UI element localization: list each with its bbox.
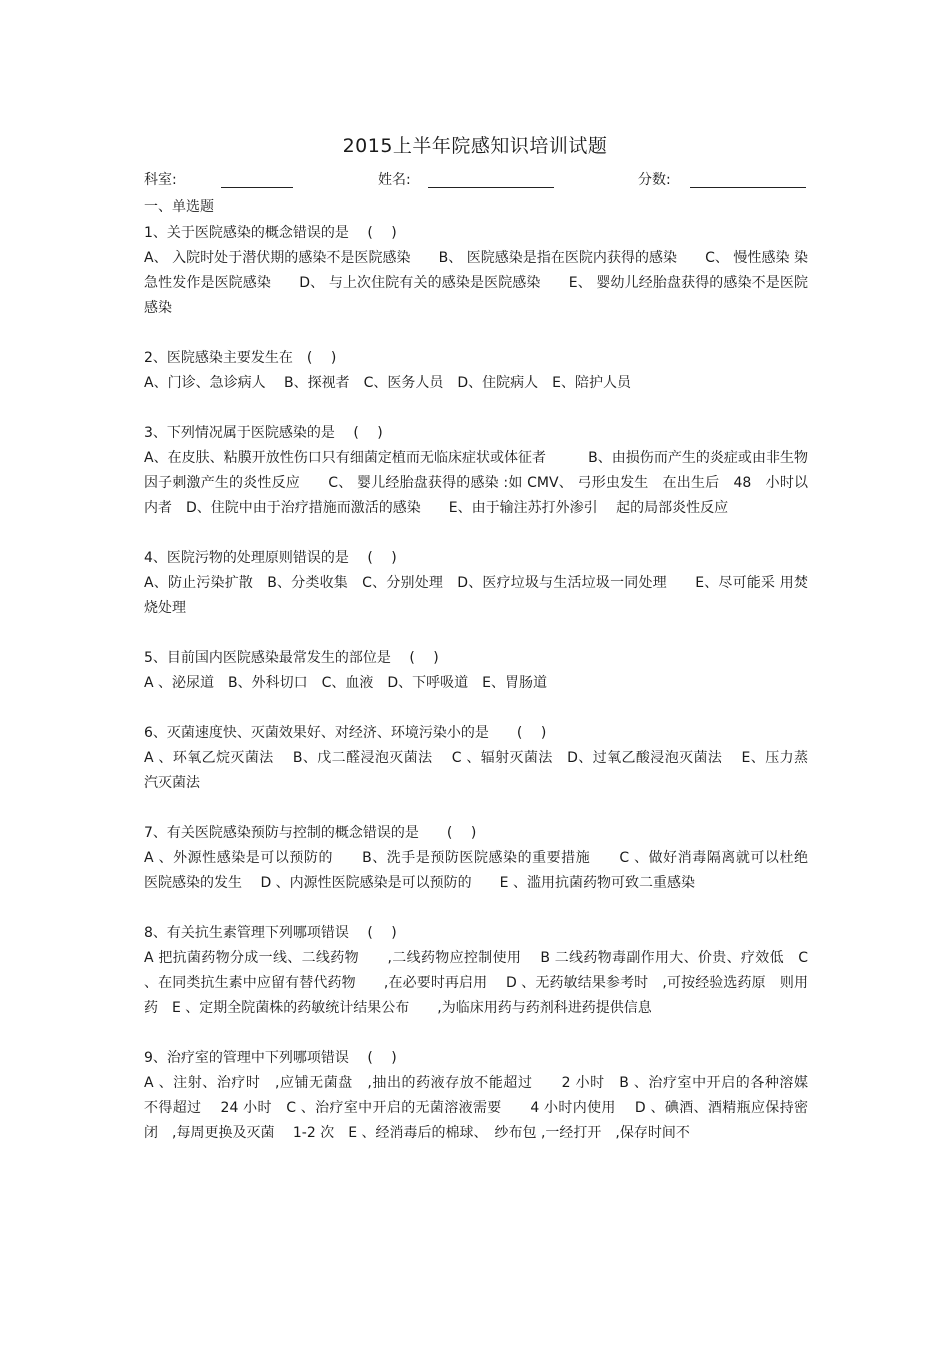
question-text: 3、下列情况属于医院感染的是 ( ) [144,425,383,441]
question-item [144,346,808,396]
question-item [144,421,808,521]
question-text: 1、关于医院感染的概念错误的是 ( ) [144,225,397,241]
department-field[interactable] [221,187,293,188]
question-item [144,646,808,696]
question-text: 7、有关医院感染预防与控制的概念错误的是 ( ) [144,825,477,841]
score-label: 分数: [638,172,671,188]
question-list [144,221,822,1171]
question-text: 6、灭菌速度快、灭菌效果好、对经济、环境污染小的是 ( ) [144,725,547,741]
question-options: A、门诊、急诊病人 B、探视者 C、医务人员 D、住院病人 E、陪护人员 [144,375,632,391]
name-label: 姓名: [378,172,411,188]
question-options: A、 入院时处于潜伏期的感染不是医院感染 B、 医院感染是指在医院内获得的感染 C、 慢性感染 染急性发作是医院感染 D、 与上次住院有关的感染是医院感染 E、 婴幼儿经胎盘获得的感染不是医院感染 [144,250,808,316]
question-options: A、在皮肤、粘膜开放性伤口只有细菌定植而无临床症状或体征者 B、由损伤而产生的炎症或由非生物因子刺激产生的炎性反应 C、 婴儿经胎盘获得的感染 :如 CMV、 弓形虫发生 在出生后 48 小时以内者 D、住院中由于治疗措施而激活的感染 E、由于输注苏打外渗引 起的局部炎性反应 [144,450,808,516]
question-item [144,921,808,1021]
question-text: 4、医院污物的处理原则错误的是 ( ) [144,550,397,566]
question-item [144,546,808,621]
question-options: A 、泌尿道 B、外科切口 C、血液 D、下呼吸道 E、胃肠道 [144,675,548,691]
question-text: 8、有关抗生素管理下列哪项错误 ( ) [144,925,397,941]
department-label: 科室: [144,172,177,188]
score-field[interactable] [690,187,806,188]
header-info [0,169,950,191]
question-options: A 、注射、治疗时 ,应铺无菌盘 ,抽出的药液存放不能超过 2 小时 B 、治疗室中开启的各种溶媒 不得超过 24 小时 C 、治疗室中开启的无菌溶液需要 4 小时内使用 D 、碘酒、酒精瓶应保持密闭 ,每周更换及灭菌 1-2 次 E 、经消毒后的棉球、 纱布包 ,一经打开 ,保存时间不 [144,1075,822,1141]
question-options: A 、外源性感染是可以预防的 B、洗手是预防医院感染的重要措施 C 、做好消毒隔离就可以杜绝 医院感染的发生 D 、内源性医院感染是可以预防的 E 、滥用抗菌药物可致二重感染 [144,850,822,891]
question-item [144,821,822,896]
question-options: A 、环氧乙烷灭菌法 B、戊二醛浸泡灭菌法 C 、辐射灭菌法 D、过氧乙酸浸泡灭菌法 E、压力蒸 汽灭菌法 [144,750,822,791]
question-item [144,1046,822,1146]
question-options: A 把抗菌药物分成一线、二线药物 ,二线药物应控制使用 B 二线药物毒副作用大、价贵、疗效低 C 、在同类抗生素中应留有替代药物 ,在必要时再启用 D 、无药敏结果参考时 ,可按经验选药原 则用药 E 、定期全院菌株的药敏统计结果公布 ,为临床用药与药剂科进药提供信息 [144,950,808,1016]
name-field[interactable] [428,187,554,188]
question-item [144,721,822,796]
question-text: 5、目前国内医院感染最常发生的部位是 ( ) [144,650,439,666]
question-text: 2、医院感染主要发生在 ( ) [144,350,337,366]
question-options: A、防止污染扩散 B、分类收集 C、分别处理 D、医疗垃圾与生活垃圾一同处理 E、尽可能采 用焚烧处理 [144,575,808,616]
question-text: 9、治疗室的管理中下列哪项错误 ( ) [144,1050,397,1066]
page-title: 2015上半年院感知识培训试题 [342,135,608,157]
section-title: 一、单选题 [144,199,214,215]
question-item [144,221,808,321]
